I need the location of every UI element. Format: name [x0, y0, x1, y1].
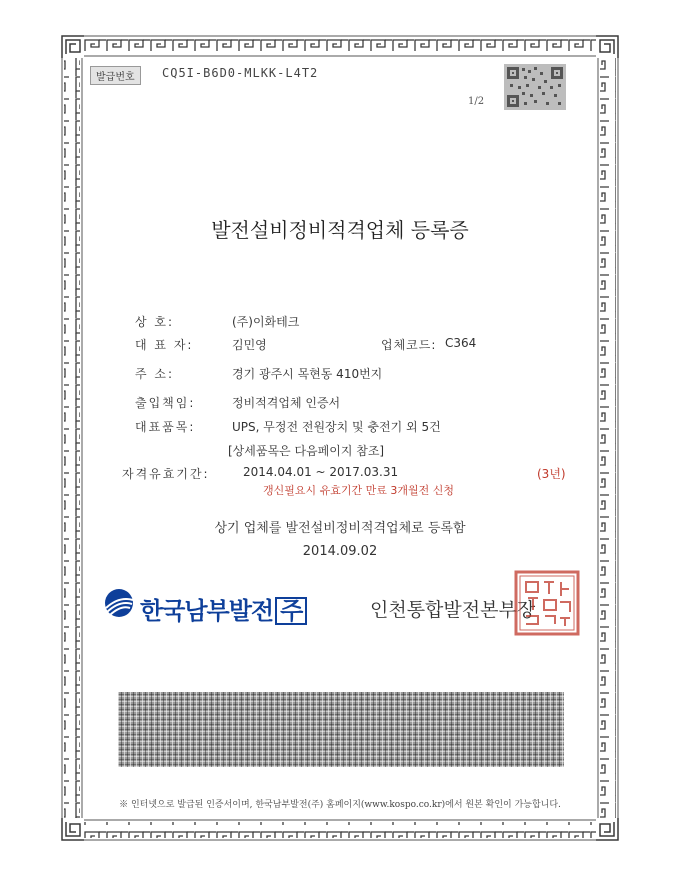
validity-value: 2014.04.01 ~ 2017.03.31 — [243, 465, 399, 479]
items-note: [상세품목은 다음페이지 참조] — [228, 444, 385, 458]
document-title: 발전설비정비적격업체 등록증 — [211, 218, 469, 242]
company-label: 상 호: — [135, 315, 175, 329]
validity-label: 자격유효기간: — [122, 467, 210, 481]
issue-date: 2014.09.02 — [302, 544, 378, 559]
validity-years: (3년) — [537, 467, 566, 481]
issue-number: CQ5I-B6D0-MLKK-L4T2 — [162, 66, 319, 80]
registration-statement: 상기 업체를 발전설비정비적격업체로 등록함 — [214, 521, 466, 536]
purpose-label: 출입책임: — [135, 396, 196, 410]
issue-number-badge: 발급번호 — [90, 66, 141, 85]
company-logo-suffix: 주 — [275, 597, 307, 625]
company-value: (주)이화테크 — [232, 315, 300, 329]
purpose-value: 정비적격업체 인증서 — [232, 396, 341, 410]
verification-code-icon — [504, 64, 566, 110]
address-label: 주 소: — [135, 367, 175, 381]
address-value: 경기 광주시 목현동 410번지 — [232, 367, 383, 381]
company-logo-text — [140, 591, 307, 626]
page-number: 1/2 — [468, 96, 485, 107]
issuing-office: 인천통합발전본부장 — [370, 599, 536, 621]
vendor-code-value: C364 — [445, 336, 477, 350]
encoded-barcode — [118, 692, 564, 767]
items-label: 대표품목: — [135, 420, 196, 434]
official-seal-icon — [514, 570, 580, 636]
representative-label: 대 표 자: — [135, 338, 194, 352]
representative-value: 김민영 — [232, 338, 267, 352]
vendor-code-label: 업체코드: — [381, 338, 437, 352]
company-logo-icon — [100, 588, 138, 618]
items-value: UPS, 무정전 전원장치 및 충전기 외 5건 — [232, 420, 441, 434]
footnote: ※ 인터넷으로 발급된 인증서이며, 한국남부발전(주) 홈페이지(www.kospo.co.kr)에서 원본 확인이 가능합니다. — [119, 800, 561, 810]
renewal-note: 갱신필요시 유효기간 만료 3개월전 신청 — [263, 484, 454, 497]
company-logo-name: 한국남부발전 — [140, 597, 274, 625]
